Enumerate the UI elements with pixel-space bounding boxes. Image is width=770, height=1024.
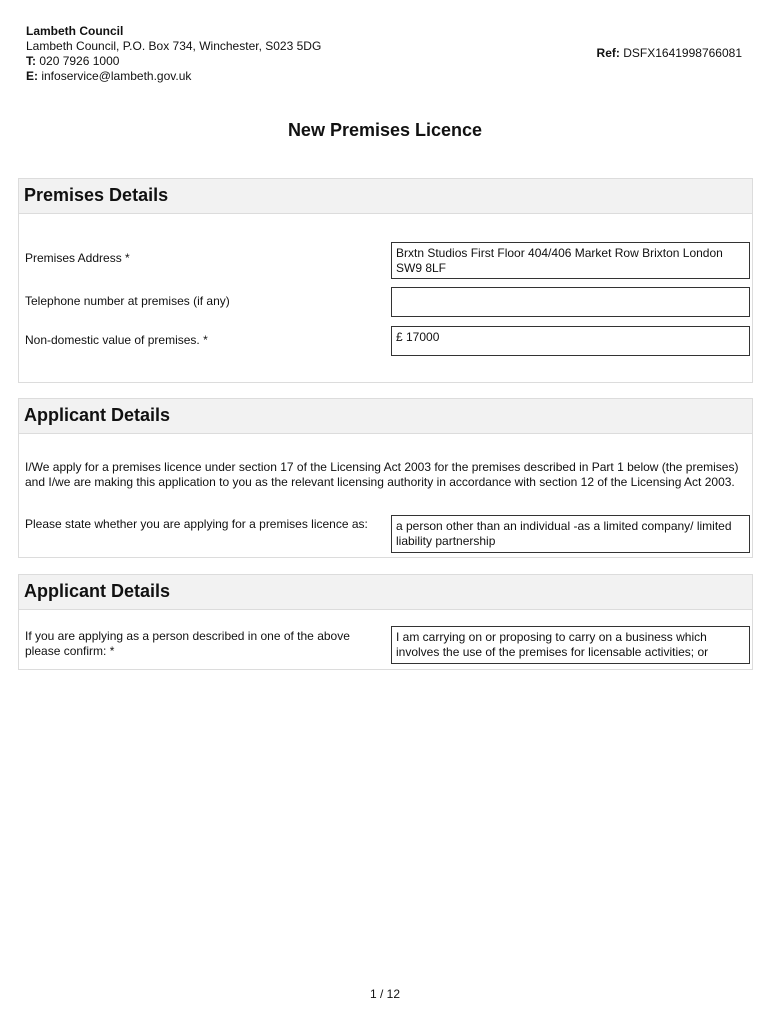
confirm-label: If you are applying as a person described in one of the above please confirm: * (25, 629, 350, 658)
premises-section (18, 178, 753, 383)
ref-value: DSFX1641998766081 (623, 46, 742, 60)
council-name: Lambeth Council (26, 24, 124, 38)
page-title: New Premises Licence (287, 120, 483, 140)
premises-value-label: Non-domestic value of premises. * (25, 333, 208, 347)
premises-phone-label: Telephone number at premises (if any) (25, 294, 230, 308)
council-header (26, 24, 321, 84)
confirm-field[interactable]: I am carrying on or proposing to carry on a business which involves the use of the premises for licensable activities; or (391, 626, 750, 664)
applicant-section-1 (18, 398, 753, 558)
applying-as-field[interactable]: a person other than an individual -as a limited company/ limited liability partnership (391, 515, 750, 553)
council-email (26, 69, 321, 84)
applicant-intro: I/We apply for a premises licence under section 17 of the Licensing Act 2003 for the premises described in Part 1 below (the premises) and I/we are making this application to you as the relevant licensing authority in accordance with section 12 of the Licensing Act 2003. (25, 460, 739, 489)
applicant-heading-1: Applicant Details (19, 399, 752, 434)
premises-phone-field[interactable] (391, 287, 750, 317)
premises-heading: Premises Details (19, 179, 752, 214)
applicant-heading-2: Applicant Details (19, 575, 752, 610)
reference (597, 46, 742, 60)
ref-label: Ref: (596, 46, 620, 60)
email-address: infoservice@lambeth.gov.uk (41, 69, 192, 83)
email-label: E: (26, 69, 38, 83)
page-number: 1 / 12 (369, 987, 401, 1001)
council-phone (26, 54, 321, 69)
phone-number: 020 7926 1000 (39, 54, 120, 68)
applying-as-label: Please state whether you are applying for a premises licence as: (25, 517, 368, 531)
council-address: Lambeth Council, P.O. Box 734, Winchester, S023 5DG (26, 39, 322, 53)
applicant-section-2 (18, 574, 753, 670)
premises-address-label: Premises Address * (25, 251, 130, 265)
phone-label: T: (26, 54, 36, 68)
premises-address-field[interactable]: Brxtn Studios First Floor 404/406 Market Row Brixton London SW9 8LF (391, 242, 750, 279)
premises-value-field[interactable]: £ 17000 (391, 326, 750, 356)
